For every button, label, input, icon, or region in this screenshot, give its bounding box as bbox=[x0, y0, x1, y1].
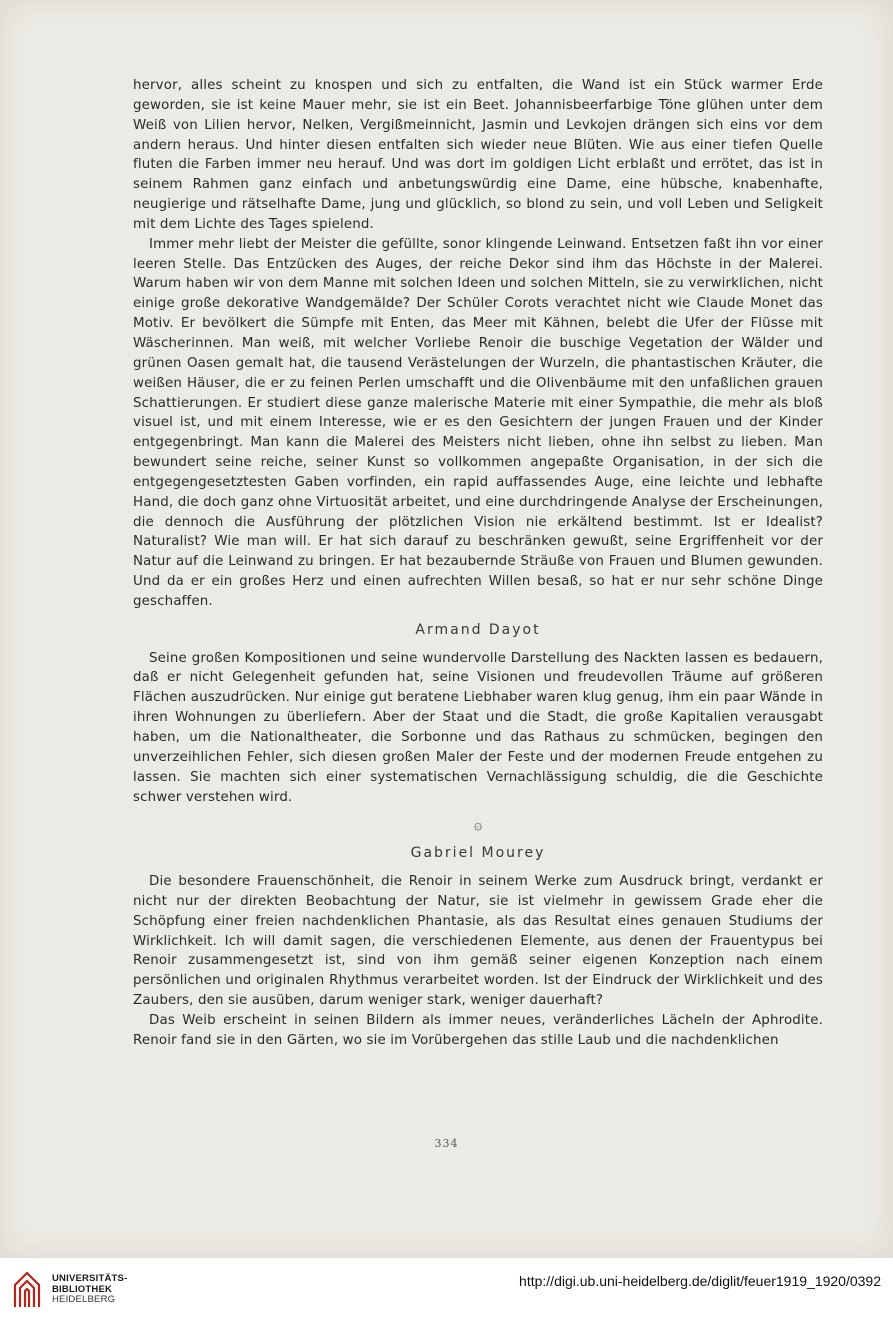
university-library-logo-icon[interactable] bbox=[9, 1267, 45, 1311]
viewer-footer bbox=[0, 1258, 893, 1322]
paragraph: hervor, alles scheint zu knospen und sich zu entfalten, die Wand ist ein Stück warmer Erde geworden, sie ist keine Mauer mehr, sie ist ein Beet. Johannisbeerfarbige Töne glühen unter dem Weiß von Lilien hervor, Nelken, Vergißmeinnicht, Jasmin und Levkojen drängen sich eins vor dem andern heraus. Und hinter diesen entfalten sich wieder neue Blüten. Wie aus einer tiefen Quelle fluten die Farben immer neu herauf. Und was dort im goldigen Licht erblaßt und errötet, das ist in seinem Rahmen ganz einfach und anbetungswürdig eine Dame, eine hübsche, knabenhafte, neugierige und rätselhafte Dame, jung und glücklich, so blond zu sein, und voll Leben und Seligkeit mit dem Lichte des Tages spielend. bbox=[133, 78, 823, 232]
page-number: 334 bbox=[434, 1137, 459, 1150]
library-name: UNIVERSITÄTS- BIBLIOTHEK HEIDELBERG bbox=[52, 1273, 128, 1305]
paragraph: Die besondere Frauenschönheit, die Renoir in seinem Werke zum Ausdruck bringt, verdankt er nicht nur der direkten Beobachtung der Natur, sie ist vielmehr in gewissem Grade eher die Schöpfung einer freien nachdenklichen Phantasie, als das Resultat eines genauen Studiums der Wirklichkeit. Ich will damit sagen, die verschiedenen Elemente, aus denen der Frauentypus bei Renoir zusammengesetzt ist, sind von ihm gemäß seiner eigenen Konzeption nach einem persönlichen und originalen Rhythmus verarbeitet worden. Ist der Eindruck der Wirklichkeit und des Zaubers, den sie ausüben, darum weniger stark, weniger dauerhaft? bbox=[133, 874, 823, 1009]
paragraph: Das Weib erscheint in seinen Bildern als immer neues, veränderliches Lächeln der Aphrodite. Renoir fand sie in den Gärten, wo sie im Vorübergehen das stille Laub und die nachdenklichen bbox=[133, 1012, 823, 1048]
section-heading-gabriel-mourey: Gabriel Mourey bbox=[410, 845, 546, 862]
ornament-icon: ۞ bbox=[473, 815, 483, 834]
section-heading-armand-dayot: Armand Dayot bbox=[415, 621, 541, 638]
paragraph: Seine großen Kompositionen und seine wundervolle Darstellung des Nackten lassen es bedauern, daß er nicht Gelegenheit gefunden hat, seine Visionen und freudevollen Träume auf größeren Flächen auszudrücken. Nur einige gut beratene Liebhaber waren klug genug, ihm ein paar Wände in ihren Wohnungen zu überliefern. Aber der Staat und die Stadt, die große Kapitalien verausgabt haben, um die Nationaltheater, die Sorbonne und das Rathaus zu schmücken, begingen den unverzeihlichen Fehler, sich diesen großen Maler der Feste und der modernen Freude entgehen zu lassen. Sie machten sich einer systematischen Vernachlässigung schuldig, die die Geschichte schwer verstehen wird. bbox=[133, 650, 823, 805]
article-text bbox=[133, 76, 823, 1051]
paragraph: Immer mehr liebt der Meister die gefüllte, sonor klingende Leinwand. Entsetzen faßt ihn vor einer leeren Stelle. Das Entzücken des Auges, der reiche Dekor sind ihm das Höchste in der Malerei. Warum haben wir von dem Manne mit solchen Ideen und solchen Mitteln, sie zu verwirklichen, nicht einige große dekorative Wandgemälde? Der Schüler Corots verachtet nicht wie Claude Monet das Motiv. Er bevölkert die Sümpfe mit Enten, das Meer mit Kähnen, belebt die Ufer der Flüsse mit Wäscherinnen. Man weiß, mit welcher Vorliebe Renoir die buschige Vegetation der Wälder und grünen Oasen gemalt hat, die tausend Verästelungen der Wurzeln, die phantastischen Kräuter, die weißen Häuser, die er zu feinen Perlen umschafft und die Olivenbäume mit den unfaßlichen grauen Schattierungen. Er studiert diese ganze malerische Materie mit einer Sympathie, die mehr als bloß visuel ist, und mit einem Interesse, wie er es den Gesichtern der jungen Frauen und der Kinder entgegenbringt. Man kann die Malerei des Meisters nicht lieben, ohne ihn selbst zu lieben. Man bewundert seine reiche, seiner Kunst so vollkommen angepaßte Organisation, in der sich die entgegengesetztesten Gaben vorfinden, ein rapid auffassendes Auge, eine leichte und lebhafte Hand, die doch ganz ohne Virtuosität arbeitet, und eine durchdringende Analyse der Erscheinungen, die dennoch die Ausführung der plötzlichen Vision nie erkältend bestimmt. Ist er Idealist? Naturalist? Wie man will. Er hat sich darauf zu beschränken gewußt, seine Ergriffenheit vor der Natur auf die Leinwand zu bringen. Er hat bezaubernde Sträuße von Frauen und Blumen gewunden. Und da er ein großes Herz und einen aufrechten Willen besaß, so hat er nur sehr schöne Dinge geschaffen. bbox=[133, 236, 823, 609]
document-url-link[interactable]: http://digi.ub.uni-heidelberg.de/diglit/feuer1919_1920/0392 bbox=[519, 1273, 881, 1289]
